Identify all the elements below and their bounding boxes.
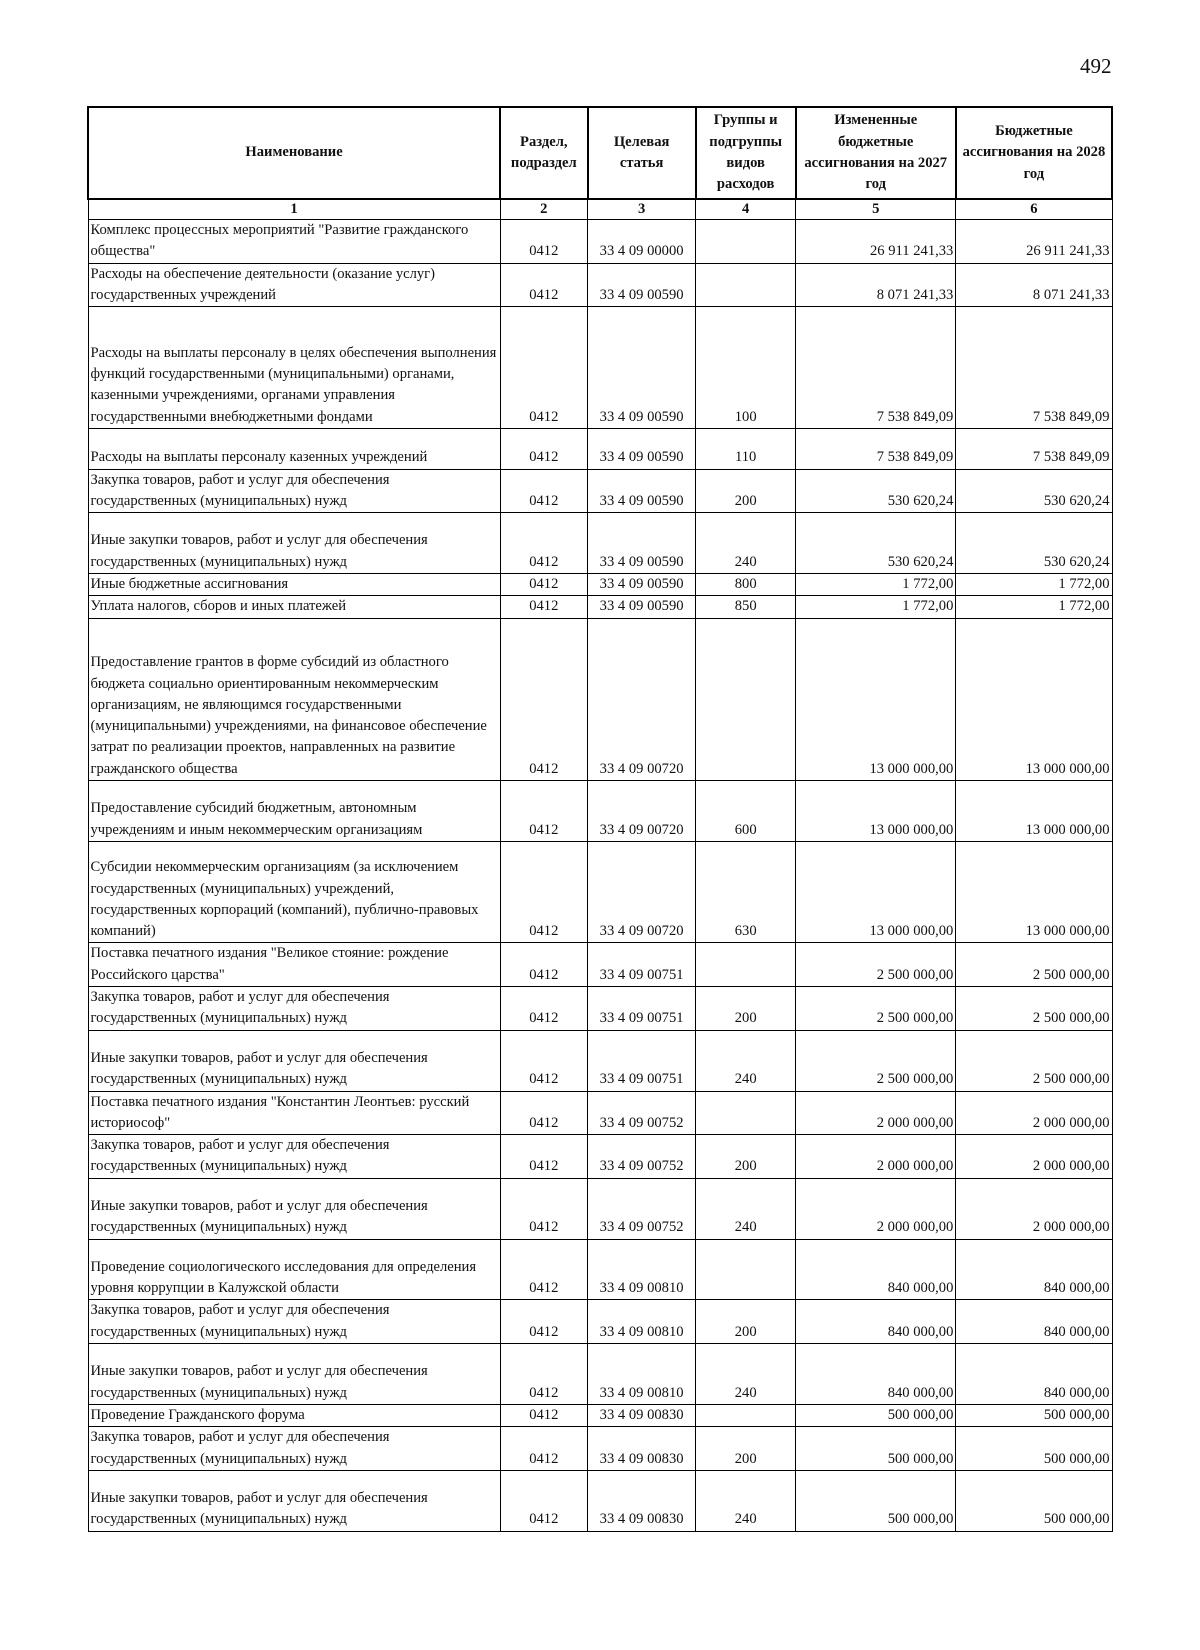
row-article: 33 4 09 00752 bbox=[588, 1135, 696, 1179]
row-amount-2028: 2 500 000,00 bbox=[956, 987, 1112, 1031]
row-name: Иные закупки товаров, работ и услуг для обеспечения государственных (муниципальных) нужд bbox=[88, 1030, 500, 1091]
row-article: 33 4 09 00590 bbox=[588, 263, 696, 307]
table-row bbox=[88, 1135, 1112, 1179]
row-amount-2028: 500 000,00 bbox=[956, 1470, 1112, 1531]
table-row bbox=[88, 1030, 1112, 1091]
table-row bbox=[88, 1404, 1112, 1426]
row-name: Уплата налогов, сборов и иных платежей bbox=[88, 596, 500, 618]
table-row bbox=[88, 469, 1112, 513]
row-article: 33 4 09 00830 bbox=[588, 1404, 696, 1426]
row-section: 0412 bbox=[500, 618, 587, 780]
table-row bbox=[88, 1091, 1112, 1135]
row-name: Закупка товаров, работ и услуг для обеспечения государственных (муниципальных) нужд bbox=[88, 1300, 500, 1344]
row-amount-2027: 500 000,00 bbox=[796, 1470, 956, 1531]
row-amount-2027: 7 538 849,09 bbox=[796, 307, 956, 429]
column-number-row bbox=[88, 199, 1112, 220]
row-amount-2028: 1 772,00 bbox=[956, 574, 1112, 596]
row-section: 0412 bbox=[500, 781, 587, 842]
row-group: 600 bbox=[696, 781, 796, 842]
row-amount-2028: 13 000 000,00 bbox=[956, 841, 1112, 943]
row-section: 0412 bbox=[500, 307, 587, 429]
column-number: 5 bbox=[796, 199, 956, 220]
table-row bbox=[88, 943, 1112, 987]
row-section: 0412 bbox=[500, 1427, 587, 1471]
row-amount-2028: 840 000,00 bbox=[956, 1239, 1112, 1300]
row-amount-2027: 2 000 000,00 bbox=[796, 1178, 956, 1239]
row-amount-2027: 7 538 849,09 bbox=[796, 428, 956, 469]
row-group: 850 bbox=[696, 596, 796, 618]
row-article: 33 4 09 00810 bbox=[588, 1344, 696, 1405]
row-article: 33 4 09 00590 bbox=[588, 596, 696, 618]
row-article: 33 4 09 00810 bbox=[588, 1239, 696, 1300]
row-article: 33 4 09 00590 bbox=[588, 513, 696, 574]
row-amount-2027: 2 500 000,00 bbox=[796, 987, 956, 1031]
row-group bbox=[696, 263, 796, 307]
row-group: 240 bbox=[696, 1178, 796, 1239]
row-group: 240 bbox=[696, 1470, 796, 1531]
row-section: 0412 bbox=[500, 220, 587, 264]
row-group: 110 bbox=[696, 428, 796, 469]
row-amount-2027: 26 911 241,33 bbox=[796, 220, 956, 264]
row-name: Иные бюджетные ассигнования bbox=[88, 574, 500, 596]
row-name: Субсидии некоммерческим организациям (за исключением государственных (муниципальных) учреждений, государственных корпораций (компаний), публично-правовых компаний) bbox=[88, 841, 500, 943]
row-section: 0412 bbox=[500, 1470, 587, 1531]
row-section: 0412 bbox=[500, 428, 587, 469]
row-amount-2028: 1 772,00 bbox=[956, 596, 1112, 618]
row-amount-2028: 7 538 849,09 bbox=[956, 428, 1112, 469]
table-row bbox=[88, 841, 1112, 943]
row-section: 0412 bbox=[500, 1135, 587, 1179]
row-article: 33 4 09 00720 bbox=[588, 618, 696, 780]
row-article: 33 4 09 00000 bbox=[588, 220, 696, 264]
row-amount-2027: 13 000 000,00 bbox=[796, 618, 956, 780]
header-group: Группы и подгруппы видов расходов bbox=[696, 107, 796, 199]
row-group bbox=[696, 220, 796, 264]
header-section: Раздел, подраздел bbox=[500, 107, 587, 199]
row-group: 630 bbox=[696, 841, 796, 943]
row-amount-2028: 13 000 000,00 bbox=[956, 781, 1112, 842]
row-section: 0412 bbox=[500, 1344, 587, 1405]
row-group bbox=[696, 1239, 796, 1300]
row-section: 0412 bbox=[500, 574, 587, 596]
row-article: 33 4 09 00720 bbox=[588, 781, 696, 842]
row-name: Иные закупки товаров, работ и услуг для обеспечения государственных (муниципальных) нужд bbox=[88, 1470, 500, 1531]
row-amount-2028: 530 620,24 bbox=[956, 469, 1112, 513]
table-row bbox=[88, 781, 1112, 842]
row-section: 0412 bbox=[500, 1178, 587, 1239]
row-section: 0412 bbox=[500, 1404, 587, 1426]
row-name: Иные закупки товаров, работ и услуг для обеспечения государственных (муниципальных) нужд bbox=[88, 513, 500, 574]
column-number: 3 bbox=[588, 199, 696, 220]
table-row bbox=[88, 618, 1112, 780]
row-section: 0412 bbox=[500, 263, 587, 307]
table-row bbox=[88, 1300, 1112, 1344]
row-name: Предоставление субсидий бюджетным, автономным учреждениям и иным некоммерческим организациям bbox=[88, 781, 500, 842]
row-amount-2028: 2 000 000,00 bbox=[956, 1091, 1112, 1135]
table-row bbox=[88, 1239, 1112, 1300]
row-name: Поставка печатного издания "Великое стояние: рождение Российского царства" bbox=[88, 943, 500, 987]
row-name: Расходы на выплаты персоналу казенных учреждений bbox=[88, 428, 500, 469]
row-section: 0412 bbox=[500, 841, 587, 943]
row-amount-2028: 2 500 000,00 bbox=[956, 943, 1112, 987]
header-amount-2027: Измененные бюджетные ассигнования на 2027 год bbox=[796, 107, 956, 199]
header-name: Наименование bbox=[88, 107, 500, 199]
row-group bbox=[696, 1091, 796, 1135]
table-row bbox=[88, 263, 1112, 307]
row-section: 0412 bbox=[500, 1300, 587, 1344]
row-group bbox=[696, 618, 796, 780]
row-name: Расходы на обеспечение деятельности (оказание услуг) государственных учреждений bbox=[88, 263, 500, 307]
column-number: 1 bbox=[88, 199, 500, 220]
row-group: 800 bbox=[696, 574, 796, 596]
table-row bbox=[88, 1178, 1112, 1239]
row-section: 0412 bbox=[500, 1030, 587, 1091]
row-amount-2027: 2 500 000,00 bbox=[796, 943, 956, 987]
row-article: 33 4 09 00751 bbox=[588, 1030, 696, 1091]
row-amount-2028: 2 000 000,00 bbox=[956, 1135, 1112, 1179]
row-group: 240 bbox=[696, 1344, 796, 1405]
table-row bbox=[88, 1470, 1112, 1531]
table-row bbox=[88, 220, 1112, 264]
table-row bbox=[88, 513, 1112, 574]
header-row bbox=[88, 107, 1112, 199]
row-name: Закупка товаров, работ и услуг для обеспечения государственных (муниципальных) нужд bbox=[88, 1427, 500, 1471]
table-row bbox=[88, 428, 1112, 469]
table-row bbox=[88, 1344, 1112, 1405]
row-amount-2027: 2 500 000,00 bbox=[796, 1030, 956, 1091]
row-amount-2027: 840 000,00 bbox=[796, 1239, 956, 1300]
row-group bbox=[696, 1404, 796, 1426]
row-group: 240 bbox=[696, 513, 796, 574]
row-group: 240 bbox=[696, 1030, 796, 1091]
row-amount-2027: 500 000,00 bbox=[796, 1404, 956, 1426]
row-group: 200 bbox=[696, 1427, 796, 1471]
row-article: 33 4 09 00752 bbox=[588, 1178, 696, 1239]
row-amount-2028: 840 000,00 bbox=[956, 1344, 1112, 1405]
row-amount-2027: 530 620,24 bbox=[796, 513, 956, 574]
header-amount-2028: Бюджетные ассигнования на 2028 год bbox=[956, 107, 1112, 199]
table-row bbox=[88, 307, 1112, 429]
row-section: 0412 bbox=[500, 513, 587, 574]
header-article: Целевая статья bbox=[588, 107, 696, 199]
row-article: 33 4 09 00720 bbox=[588, 841, 696, 943]
row-name: Закупка товаров, работ и услуг для обеспечения государственных (муниципальных) нужд bbox=[88, 469, 500, 513]
table-row bbox=[88, 574, 1112, 596]
row-amount-2027: 2 000 000,00 bbox=[796, 1091, 956, 1135]
row-amount-2027: 1 772,00 bbox=[796, 596, 956, 618]
row-name: Иные закупки товаров, работ и услуг для обеспечения государственных (муниципальных) нужд bbox=[88, 1178, 500, 1239]
row-name: Комплекс процессных мероприятий "Развитие гражданского общества" bbox=[88, 220, 500, 264]
table-row bbox=[88, 1427, 1112, 1471]
row-article: 33 4 09 00752 bbox=[588, 1091, 696, 1135]
table-row bbox=[88, 987, 1112, 1031]
row-amount-2028: 500 000,00 bbox=[956, 1404, 1112, 1426]
row-group: 200 bbox=[696, 469, 796, 513]
row-group bbox=[696, 943, 796, 987]
row-amount-2028: 2 500 000,00 bbox=[956, 1030, 1112, 1091]
table-row bbox=[88, 596, 1112, 618]
row-article: 33 4 09 00810 bbox=[588, 1300, 696, 1344]
row-group: 100 bbox=[696, 307, 796, 429]
row-section: 0412 bbox=[500, 596, 587, 618]
row-amount-2027: 1 772,00 bbox=[796, 574, 956, 596]
row-amount-2028: 13 000 000,00 bbox=[956, 618, 1112, 780]
row-amount-2027: 500 000,00 bbox=[796, 1427, 956, 1471]
column-number: 2 bbox=[500, 199, 587, 220]
page-number: 492 bbox=[1080, 54, 1112, 78]
row-amount-2028: 26 911 241,33 bbox=[956, 220, 1112, 264]
row-article: 33 4 09 00751 bbox=[588, 987, 696, 1031]
row-section: 0412 bbox=[500, 987, 587, 1031]
row-section: 0412 bbox=[500, 943, 587, 987]
row-amount-2028: 8 071 241,33 bbox=[956, 263, 1112, 307]
row-amount-2027: 13 000 000,00 bbox=[796, 781, 956, 842]
column-number: 6 bbox=[956, 199, 1112, 220]
row-name: Иные закупки товаров, работ и услуг для обеспечения государственных (муниципальных) нужд bbox=[88, 1344, 500, 1405]
row-name: Проведение Гражданского форума bbox=[88, 1404, 500, 1426]
column-number: 4 bbox=[696, 199, 796, 220]
row-article: 33 4 09 00830 bbox=[588, 1470, 696, 1531]
row-name: Расходы на выплаты персоналу в целях обеспечения выполнения функций государственными (муниципальными) органами, казенными учреждениями, органами управления государственными внебюджетными фондами bbox=[88, 307, 500, 429]
row-name: Предоставление грантов в форме субсидий из областного бюджета социально ориентированным некоммерческим организациям, не являющимся государственными (муниципальными) учреждениями, на финансовое обеспечение затрат по реализации проектов, направленных на развитие гражданского общества bbox=[88, 618, 500, 780]
row-article: 33 4 09 00751 bbox=[588, 943, 696, 987]
row-group: 200 bbox=[696, 987, 796, 1031]
row-section: 0412 bbox=[500, 1091, 587, 1135]
row-amount-2027: 2 000 000,00 bbox=[796, 1135, 956, 1179]
row-article: 33 4 09 00830 bbox=[588, 1427, 696, 1471]
row-amount-2027: 840 000,00 bbox=[796, 1344, 956, 1405]
row-section: 0412 bbox=[500, 469, 587, 513]
row-amount-2027: 530 620,24 bbox=[796, 469, 956, 513]
row-amount-2027: 840 000,00 bbox=[796, 1300, 956, 1344]
row-article: 33 4 09 00590 bbox=[588, 574, 696, 596]
row-amount-2027: 13 000 000,00 bbox=[796, 841, 956, 943]
row-name: Проведение социологического исследования для определения уровня коррупции в Калужской области bbox=[88, 1239, 500, 1300]
row-amount-2028: 500 000,00 bbox=[956, 1427, 1112, 1471]
row-name: Закупка товаров, работ и услуг для обеспечения государственных (муниципальных) нужд bbox=[88, 987, 500, 1031]
row-amount-2028: 7 538 849,09 bbox=[956, 307, 1112, 429]
table-body bbox=[88, 220, 1112, 1532]
budget-table bbox=[87, 106, 1113, 1532]
row-article: 33 4 09 00590 bbox=[588, 469, 696, 513]
row-amount-2028: 2 000 000,00 bbox=[956, 1178, 1112, 1239]
row-amount-2027: 8 071 241,33 bbox=[796, 263, 956, 307]
row-name: Поставка печатного издания "Константин Леонтьев: русский историософ" bbox=[88, 1091, 500, 1135]
row-amount-2028: 530 620,24 bbox=[956, 513, 1112, 574]
row-name: Закупка товаров, работ и услуг для обеспечения государственных (муниципальных) нужд bbox=[88, 1135, 500, 1179]
row-article: 33 4 09 00590 bbox=[588, 428, 696, 469]
row-group: 200 bbox=[696, 1135, 796, 1179]
row-amount-2028: 840 000,00 bbox=[956, 1300, 1112, 1344]
row-group: 200 bbox=[696, 1300, 796, 1344]
row-article: 33 4 09 00590 bbox=[588, 307, 696, 429]
row-section: 0412 bbox=[500, 1239, 587, 1300]
